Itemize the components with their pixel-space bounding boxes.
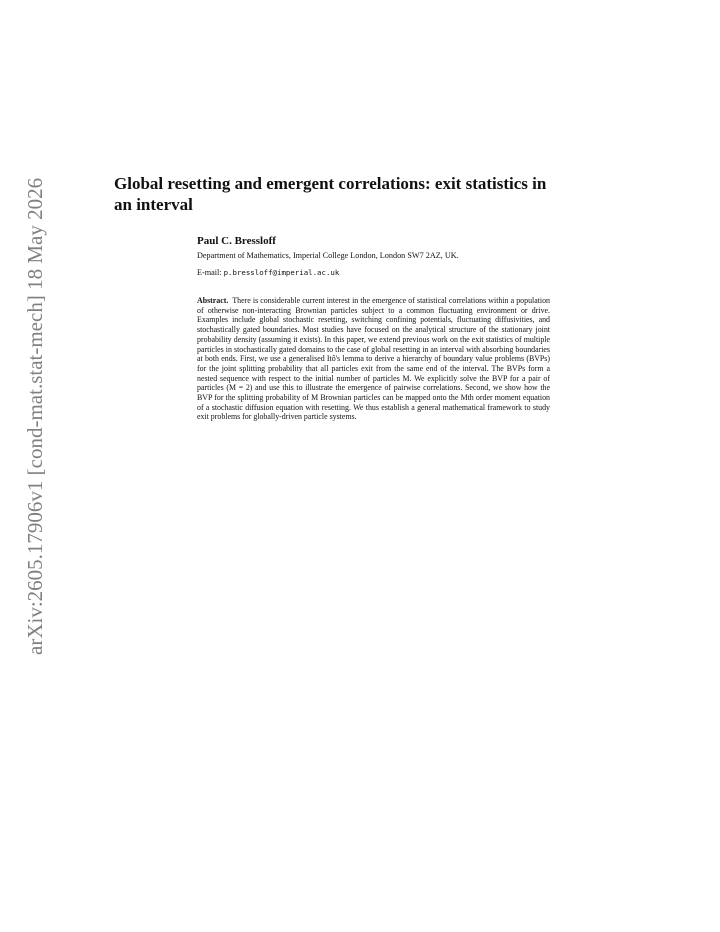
email-label: E-mail:	[197, 268, 222, 277]
paper-title: Global resetting and emergent correlations: exit statistics in an interval	[114, 174, 547, 214]
author-email-line	[197, 268, 339, 277]
abstract	[197, 296, 550, 422]
author-name: Paul C. Bressloff	[197, 235, 276, 247]
abstract-text: There is considerable current interest in the emergence of statistical correlations within a population of otherwise non-interacting Brownian particles subject to a common fluctuating environment or drive. Examples include global stochastic resetting, switching confining potentials, fluctuating diffusivities, and stochastically gated boundaries. Most studies have focused on the analytical structure of the stationary joint probability density (assuming it exists). In this paper, we extend previous work on the exit statistics of multiple particles in stochastically gated domains to the case of global resetting in an interval with absorbing boundaries at both ends. First, we use a generalised Itô's lemma to derive a hierarchy of boundary value problems (BVPs) for the joint splitting probability that all particles exit from the same end of the interval. The BVPs form a nested sequence with respect to the initial number of particles M. We explicitly solve the BVP for a pair of particles (M = 2) and use this to illustrate the emergence of pairwise correlations. Second, we show how the BVP for the splitting probability of M Brownian particles can be mapped onto the Mth order moment equation of a stochastic diffusion equation with resetting. We thus establish a general mathematical framework to study exit problems for globally-driven particle systems.	[197, 296, 550, 422]
abstract-label: Abstract.	[197, 296, 229, 305]
email-address[interactable]: p.bressloff@imperial.ac.uk	[223, 268, 340, 277]
arxiv-identifier-stamp: arXiv:2605.17906v1 [cond-mat.stat-mech] 18 May 2026	[23, 177, 47, 655]
author-affiliation: Department of Mathematics, Imperial College London, London SW7 2AZ, UK.	[197, 251, 459, 260]
